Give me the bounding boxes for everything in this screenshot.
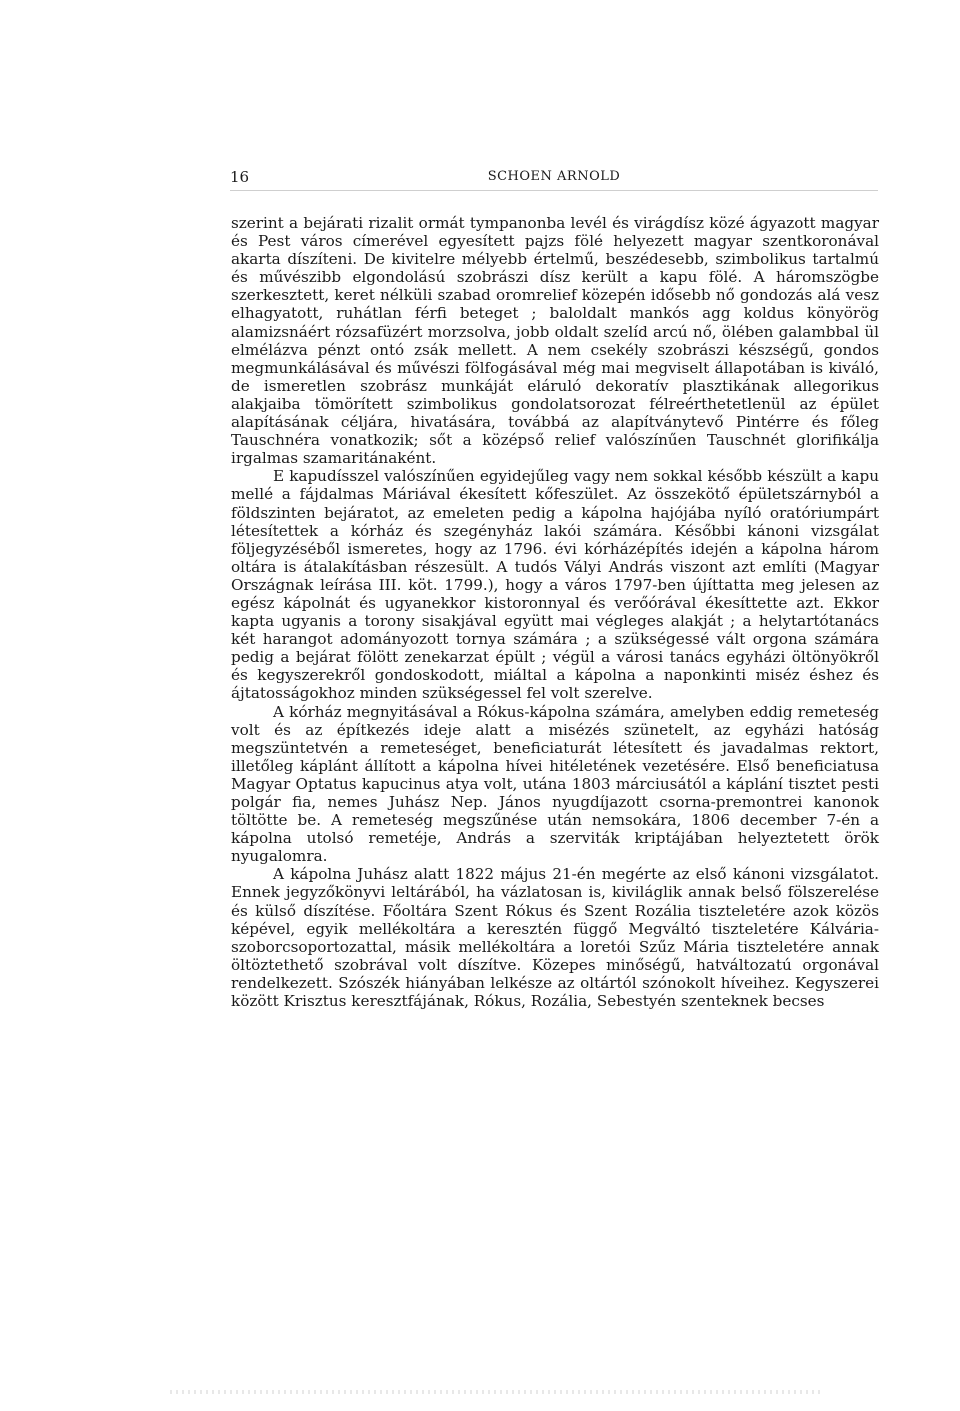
paragraph-2: E kapudísszel valószínűen egyidejűleg vagy nem sokkal később készült a kapu mellé a fájdalmas Máriával ékesített kőfeszület. Az összekötő épületszárnyból a földszinten bejáratot, az emeleten pedig a kápolna hajójába nyíló oratóriumpárt létesítettek a kórház és szegényház lakói számára. Későbbi kánoni vizsgálat följegyzéséből ismeretes, hogy az 1796. évi kórházépítés idején a kápolna három oltára is átalakításban részesült. A tudós Vályi András viszont azt említi (Magyar Országnak leírása III. köt. 1799.), hogy a város 1797-ben újíttatta meg jelesen az egész kápolnát és ugyanekkor kistoronnyal és verőórával ékesíttette azt. Ekkor kapta ugyanis a torony sisakjával együtt mai végleges alakját ; a helytartótanács két harangot adományozott tornya számára ; a szükségessé vált orgona számára pedig a bejárat fölött zenekarzat épült ; végül a városi tanács egyházi öltönyökről és kegyszerekről gondoskodott, miáltal a kápolna a naponkinti miséz éshez és ájtatosságokhoz minden szükségessel fel volt szerelve. [231, 467, 879, 703]
running-title: SCHOEN ARNOLD [487, 169, 621, 184]
scan-noise [170, 1390, 820, 1394]
header-rule [230, 190, 878, 191]
running-head [230, 166, 878, 188]
body-text [231, 214, 879, 1010]
page-number: 16 [230, 168, 250, 186]
paragraph-1: szerint a bejárati rizalit ormát tympanonba levél és virágdísz közé ágyazott magyar és Pest város címerével egyesített pajzs fölé helyezett magyar szentkoronával akarta díszíteni. De kivitelre mélyebb értelmű, beszédesebb, szimbolikus tartalmú és művészibb elgondolású szobrászi dísz került a kapu fölé. A háromszögbe szerkesztett, keret nélküli szabad oromrelief közepén idősebb nő gondozás alá vesz elhagyatott, ruhátlan férfi beteget ; baloldalt mankós agg koldus könyörög alamizsnáért rózsafüzért morzsolva, jobb oldalt szelíd arcú nő, ölében galambbal ül elmélázva pénzt ontó zsák mellett. A nem csekély szobrászi készségű, gondos megmunkálásával és művészi fölfogásával még mai megviselt állapotában is kiváló, de ismeretlen szobrász munkáját eláruló dekoratív plasztikának allegorikus alakjaiba tömörített szimbolikus gondolatsorozat félreérthetetlenül az épület alapításának céljára, hivatására, továbbá az alapítványtevő Pintérre és főleg Tauschnéra vonatkozik; sőt a középső relief valószínűen Tauschnét glorifikálja irgalmas szamaritánaként. [231, 214, 879, 468]
paragraph-4: A kápolna Juhász alatt 1822 május 21-én megérte az első kánoni vizsgálatot. Ennek jegyzőkönyvi leltárából, ha vázlatosan is, kiviláglik annak belső fölszerelése és külső díszítése. Főoltára Szent Rókus és Szent Rozália tiszteletére azok közös képével, egyik mellékoltára a keresztén függő Megváltó tiszteletére Kálvária-szoborcsoportozattal, másik mellékoltára a loretói Szűz Mária tiszteletére annak öltöztethető szobrával volt díszítve. Közepes minőségű, hatváltozatú orgonával rendelkezett. Szószék hiányában lelkésze az oltártól szónokolt híveihez. Kegyszerei között Krisztus keresztfájának, Rókus, Rozália, Sebestyén szenteknek becses [231, 865, 879, 1011]
paragraph-3: A kórház megnyitásával a Rókus-kápolna számára, amelyben eddig remeteség volt és az építkezés ideje alatt a misézés szünetelt, az egyházi hatóság megszüntetvén a remeteséget, beneficiaturát létesített és javadalmas rektort, illetőleg káplánt állított a kápolna hívei hitéletének vezetésére. Első beneficiatusa Magyar Optatus kapucinus atya volt, utána 1803 márciusától a káplání tisztet pesti polgár fia, nemes Juhász Nep. János nyugdíjazott csorna-premontrei kanonok töltötte be. A remeteség megszűnése után nemsokára, 1806 december 7-én a kápolna utolsó remetéje, András a szerviták kriptájában helyeztetett örök nyugalomra. [231, 702, 879, 866]
